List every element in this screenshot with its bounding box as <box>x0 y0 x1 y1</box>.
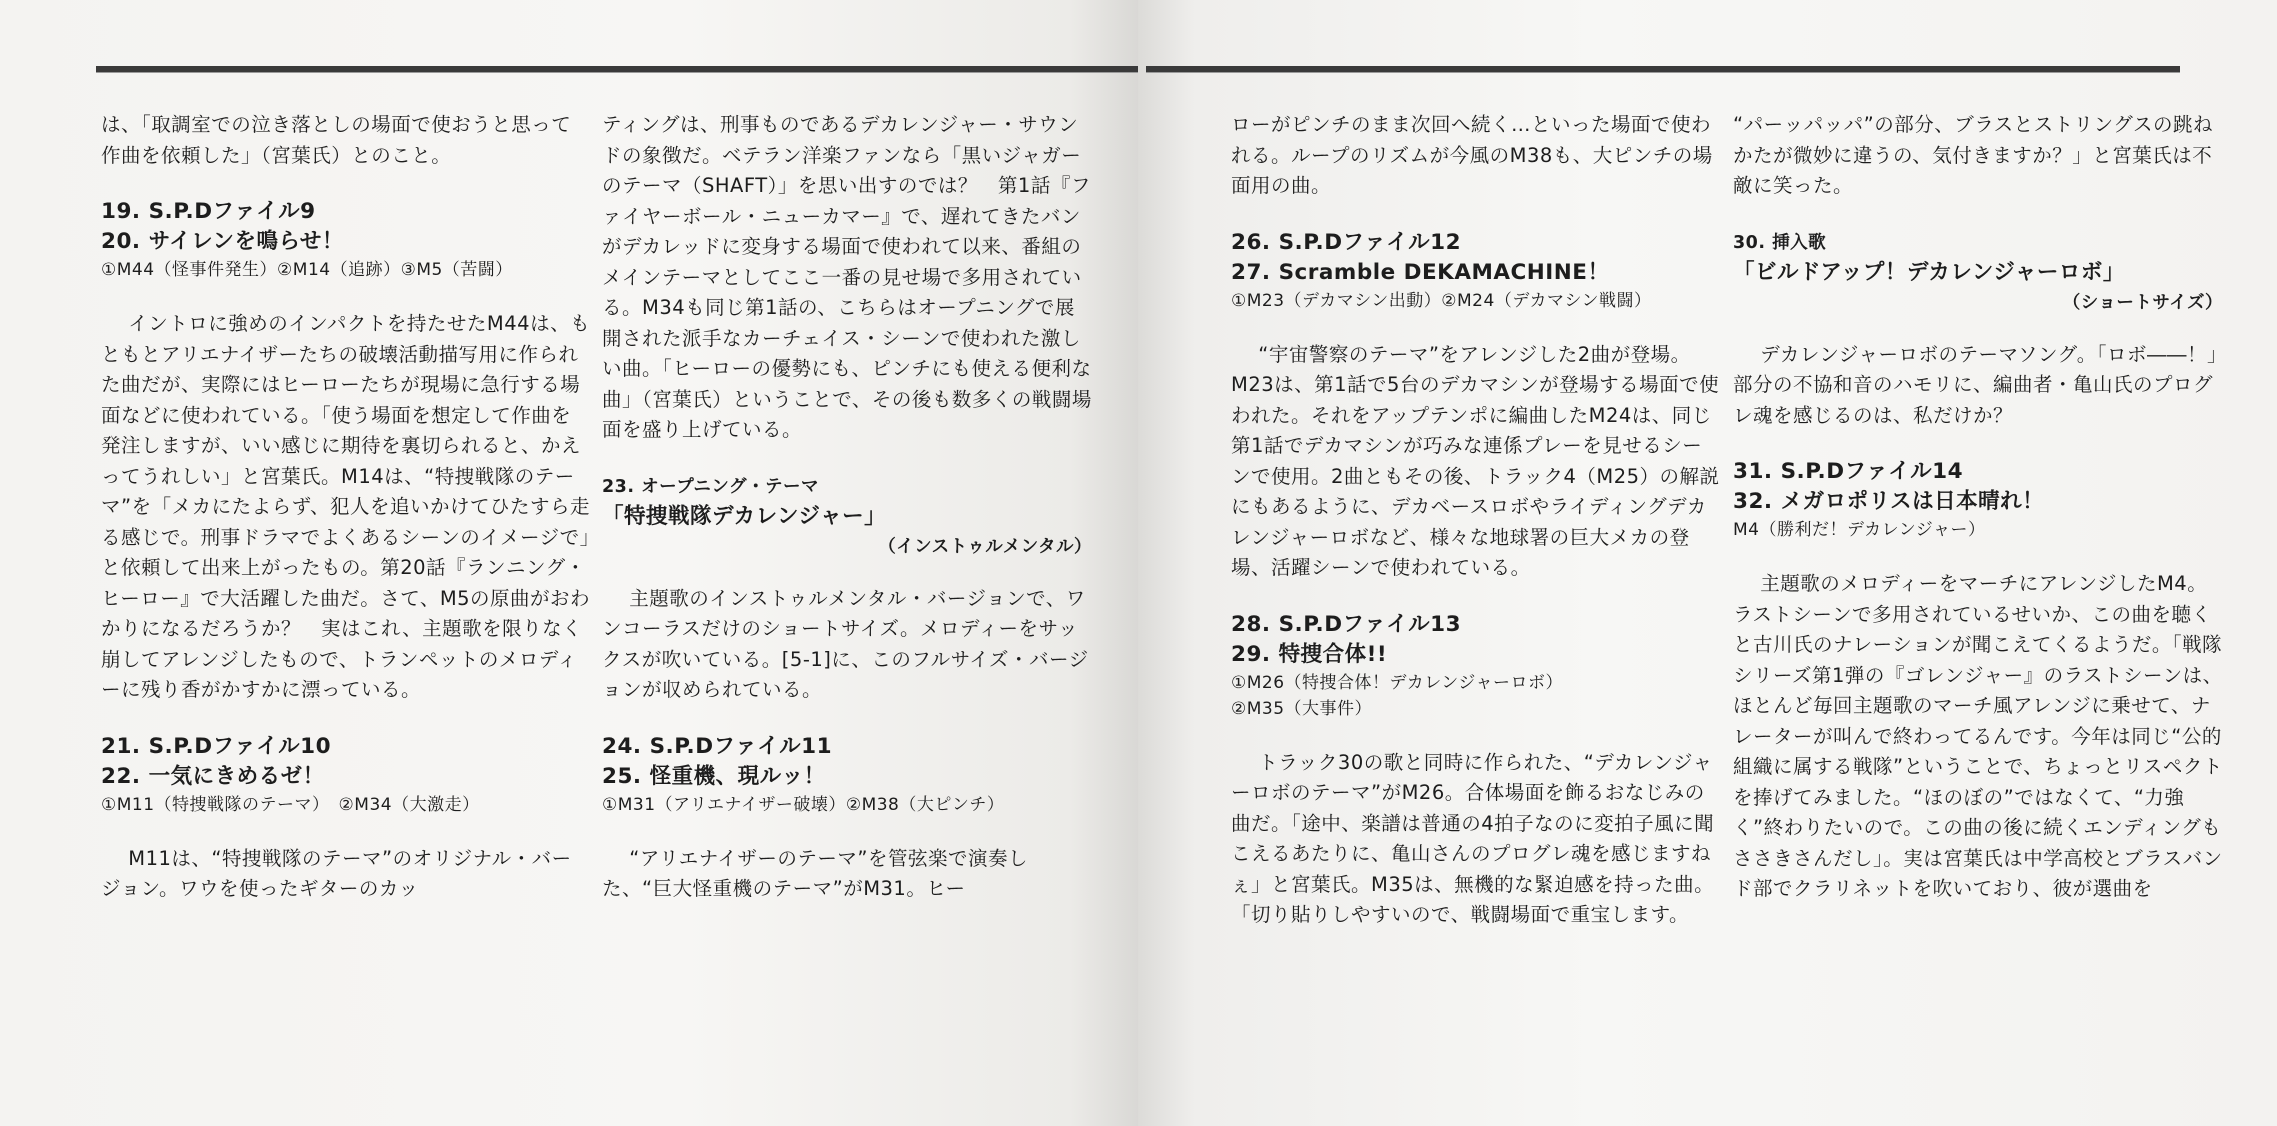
paragraph: 主題歌のインストゥルメンタル・バージョンで、ワンコーラスだけのショートサイズ。メロディーをサックスが吹いている。[5-1]に、このフルサイズ・バージョンが収められている。 <box>602 586 1089 701</box>
track-heading-20: 20. サイレンを鳴らせ！ <box>101 229 344 254</box>
paragraph: 主題歌のメロディーをマーチにアレンジしたM4。ラストシーンで多用されているせいか、この曲を聴くと古川氏のナレーションが聞こえてくるようだ。「戦隊シリーズ第1弾の『ゴレンジャー』のラストシーンは、ほとんど毎回主題歌のマーチ風アレンジに乗せて、ナレーターが叫んで終わってるんです。今年は同じ“公的組織に属する戦隊”ということで、ちょっとリスペクトを捧げてみました。“ほのぼの”ではなくて、“力強く”終わりたいので。この曲の後に続くエンディングもささきさんだし」。実は宮葉氏は中学高校とブラスバンド部でクラリネットを吹いており、彼が選曲を <box>1733 572 2223 900</box>
track-heading-26: 26. S.P.Dファイル12 <box>1231 229 1462 255</box>
column-1 <box>101 110 591 931</box>
track-subtitle: ①M26（特捜合体！デカレンジャーロボ） <box>1231 672 1564 693</box>
paragraph: トラック30の歌と同時に作られた、“デカレンジャーロボのテーマ”がM26。合体場面を飾るおなじみの曲だ。「途中、楽譜は普通の4拍子なのに変拍子風に聞こえるあたりに、亀山さんのプログレ魂を感じますねぇ」と宮葉氏。M35は、無機的な緊迫感を持った曲。「切り貼りしやすいので、戦闘場面で重宝します。 <box>1231 750 1715 926</box>
top-rule-left <box>96 66 1138 73</box>
track-heading-27: 27. Scramble DEKAMACHINE！ <box>1231 259 1610 285</box>
track-heading-22: 22. 一気にきめるゼ！ <box>101 763 325 789</box>
paragraph: イントロに強めのインパクトを持たせたM44は、もともとアリエナイザーたちの破壊活動描写用に作られた曲だが、実際にはヒーローたちが現場に急行する場面などに使われている。「使う場面を想定して作曲を発注しますが、いい感じに期待を裏切られると、かえってうれしい」と宮葉氏。M14は、“特捜戦隊のテーマ”を「メカにたよらず、犯人を追いかけてひたすら走る感じで。刑事ドラマでよくあるシーンのイメージで」と依頼して出来上がったもの。第20話『ランニング・ヒーロー』で大活躍した曲だ。さて、M5の原曲がおわかりになるだろうか？ 実はこれ、主題歌を限りなく崩してアレンジしたもので、トランペットのメロディーに残り香がかすかに漂っている。 <box>101 312 591 701</box>
paragraph: M11は、“特捜戦隊のテーマ”のオリジナル・バージョン。ワウを使ったギターのカッ <box>101 846 572 900</box>
paragraph: “アリエナイザーのテーマ”を管弦楽で演奏した、“巨大怪重機のテーマ”がM31。ヒー <box>602 846 1028 900</box>
track-subtitle: M4（勝利だ！デカレンジャー） <box>1733 520 1986 540</box>
paragraph: ティングは、刑事ものであるデカレンジャー・サウンドの象徴だ。ベテラン洋楽ファンなら「黒いジャガーのテーマ（SHAFT）」を思い出すのでは？ 第1話『ファイヤーボール・ニューカマー』で、遅れてきたバンがデカレッドに変身する場面で使われて以来、番組のメインテーマとしてここ一番の見せ場で多用されている。M34も同じ第1話の、こちらはオープニングで展開された派手なカーチェイス・シーンで使われた激しい曲。「ヒーローの優勢にも、ピンチにも使える便利な曲」（宮葉氏）ということで、その後も数多くの戦闘場面を盛り上げている。 <box>602 113 1092 441</box>
track-heading-21: 21. S.P.Dファイル10 <box>101 733 332 759</box>
track-heading-31: 31. S.P.Dファイル14 <box>1733 459 1964 484</box>
track-heading-28: 28. S.P.Dファイル13 <box>1231 611 1462 637</box>
track-heading-23: 23. オープニング・テーマ <box>602 476 819 497</box>
track-heading-32: 32. メガロポリスは日本晴れ！ <box>1733 489 2045 514</box>
track-subtitle: ①M11（特捜戦隊のテーマ） ②M34（大激走） <box>101 794 480 815</box>
column-3 <box>1231 110 1721 957</box>
track-note-30: （ショートサイズ） <box>2062 292 2223 313</box>
track-title-23: 「特捜戦隊デカレンジャー」 <box>602 503 887 529</box>
track-heading-29: 29. 特捜合体!! <box>1231 641 1388 667</box>
paragraph: “宇宙警察のテーマ”をアレンジした2曲が登場。M23は、第1話で5台のデカマシンが登場する場面で使われた。それをアップテンポに編曲したM24は、同じ第1話でデカマシンが巧みな連係プレーを見せるシーンで使用。2曲ともその後、トラック4（M25）の解説にもあるように、デカベースロボやライディングデカレンジャーロボなど、様々な地球署の巨大メカの登場、活躍シーンで使われている。 <box>1231 342 1720 579</box>
track-subtitle: ①M23（デカマシン出動）②M24（デカマシン戦闘） <box>1231 290 1652 311</box>
track-title-30: 「ビルドアップ！デカレンジャーロボ」 <box>1733 259 2125 285</box>
track-subtitle: ②M35（大事件） <box>1231 698 1373 719</box>
track-heading-24: 24. S.P.Dファイル11 <box>602 733 833 759</box>
track-heading-19: 19. S.P.Dファイル9 <box>101 199 316 224</box>
top-rule-right <box>1146 66 2180 73</box>
paragraph: “パーッパッパ”の部分、ブラスとストリングスの跳ねかたが微妙に違うの、気付きますか？」と宮葉氏は不敵に笑った。 <box>1733 113 2214 197</box>
track-heading-30: 30. 挿入歌 <box>1733 232 1827 253</box>
track-subtitle: ①M31（アリエナイザー破壊）②M38（大ピンチ） <box>602 794 1005 815</box>
paragraph: デカレンジャーロボのテーマソング。「ロボ――！」部分の不協和音のハモリに、編曲者・亀山氏のプログレ魂を感じるのは、私だけか？ <box>1733 342 2218 427</box>
paragraph: は、「取調室での泣き落としの場面で使おうと思って作曲を依頼した」（宮葉氏）とのこと。 <box>101 113 572 167</box>
track-note-23: （インストゥルメンタル） <box>878 536 1092 557</box>
track-subtitle: ①M44（怪事件発生）②M14（追跡）③M5（苦闘） <box>101 260 513 280</box>
column-4 <box>1733 110 2223 931</box>
paragraph: ローがピンチのまま次回へ続く…といった場面で使われる。ループのリズムが今風のM38も、大ピンチの場面用の曲。 <box>1231 113 1713 197</box>
track-heading-25: 25. 怪重機、現ルッ！ <box>602 763 826 789</box>
column-2 <box>602 110 1092 931</box>
